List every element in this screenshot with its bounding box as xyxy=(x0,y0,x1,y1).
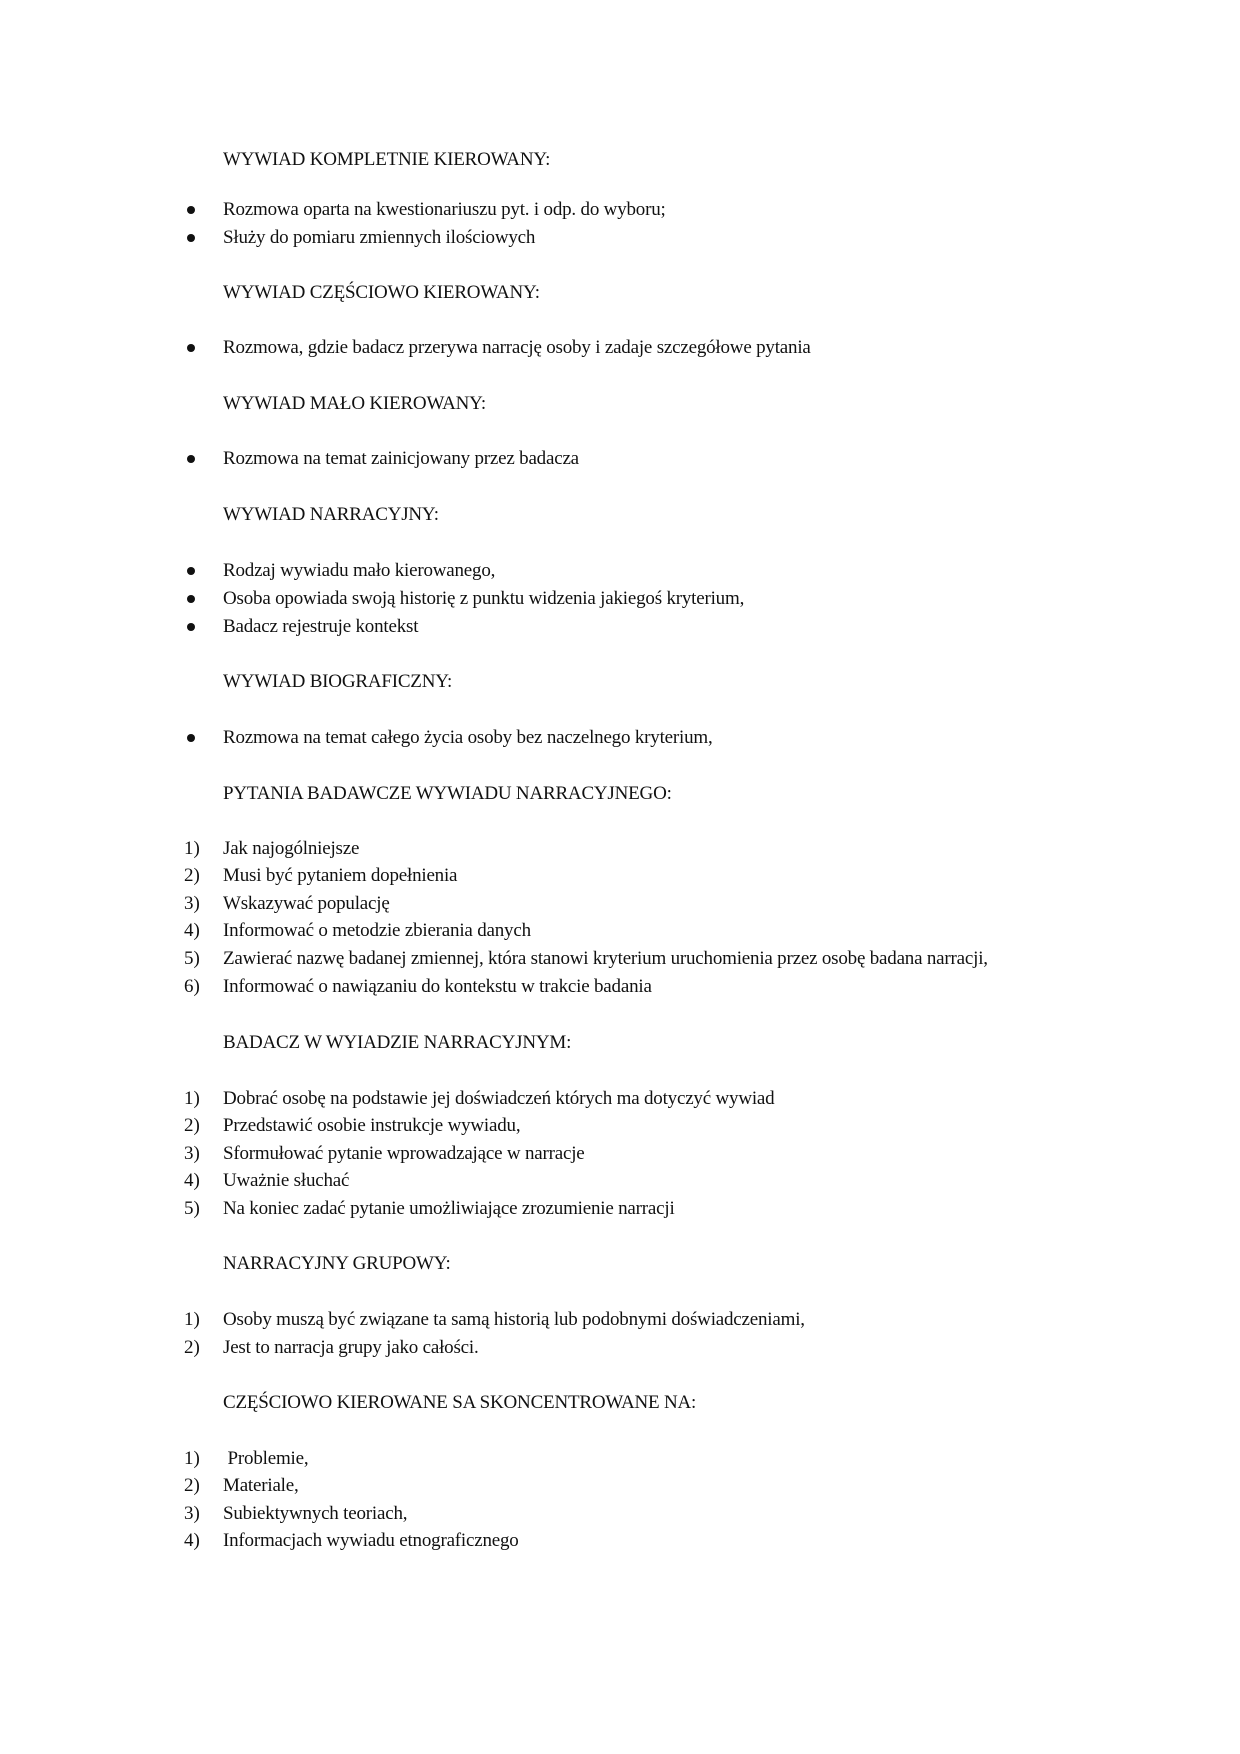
section-heading: WYWIAD BIOGRAFICZNY: xyxy=(223,671,453,692)
list-item: Problemie, xyxy=(223,1448,309,1469)
list-number: 4) xyxy=(184,920,200,941)
section-heading: WYWIAD NARRACYJNY: xyxy=(223,504,439,525)
list-number: 2) xyxy=(184,1475,200,1496)
list-item: Służy do pomiaru zmiennych ilościowych xyxy=(223,227,536,248)
list-item: Informacjach wywiadu etnograficznego xyxy=(223,1530,519,1551)
section-heading: PYTANIA BADAWCZE WYWIADU NARRACYJNEGO: xyxy=(223,783,672,804)
list-item: Materiale, xyxy=(223,1475,299,1496)
list-item: Musi być pytaniem dopełnienia xyxy=(223,865,458,886)
section-heading: WYWIAD CZĘŚCIOWO KIEROWANY: xyxy=(223,282,540,303)
list-item: Dobrać osobę na podstawie jej doświadczeń których ma dotyczyć wywiad xyxy=(223,1088,775,1109)
section-heading: WYWIAD MAŁO KIEROWANY: xyxy=(223,393,486,414)
list-item: Zawierać nazwę badanej zmiennej, która stanowi kryterium uruchomienia przez osobę badana narracji, xyxy=(223,948,988,969)
list-item: Przedstawić osobie instrukcje wywiadu, xyxy=(223,1115,521,1136)
section-heading: BADACZ W WYIADZIE NARRACYJNYM: xyxy=(223,1032,572,1053)
bullet-icon xyxy=(187,234,195,242)
list-item: Subiektywnych teoriach, xyxy=(223,1503,408,1524)
list-item: Informować o nawiązaniu do kontekstu w trakcie badania xyxy=(223,976,652,997)
section-heading: CZĘŚCIOWO KIEROWANE SA SKONCENTROWANE NA: xyxy=(223,1392,697,1413)
list-number: 2) xyxy=(184,1115,200,1136)
list-item: Rozmowa oparta na kwestionariuszu pyt. i odp. do wyboru; xyxy=(223,199,666,220)
list-item: Jest to narracja grupy jako całości. xyxy=(223,1337,479,1358)
bullet-icon xyxy=(187,734,195,742)
bullet-icon xyxy=(187,455,195,463)
list-item: Rozmowa na temat zainicjowany przez badacza xyxy=(223,448,579,469)
list-number: 1) xyxy=(184,1448,200,1469)
list-item: Badacz rejestruje kontekst xyxy=(223,616,419,637)
bullet-icon xyxy=(187,623,195,631)
list-item: Rozmowa na temat całego życia osoby bez naczelnego kryterium, xyxy=(223,727,713,748)
list-item: Osoby muszą być związane ta samą historią lub podobnymi doświadczeniami, xyxy=(223,1309,805,1330)
bullet-icon xyxy=(187,206,195,214)
list-number: 5) xyxy=(184,1198,200,1219)
list-number: 1) xyxy=(184,1309,200,1330)
list-number: 2) xyxy=(184,1337,200,1358)
section-heading: WYWIAD KOMPLETNIE KIEROWANY: xyxy=(223,149,551,170)
list-item: Na koniec zadać pytanie umożliwiające zrozumienie narracji xyxy=(223,1198,675,1219)
list-number: 3) xyxy=(184,1143,200,1164)
section-heading: NARRACYJNY GRUPOWY: xyxy=(223,1253,451,1274)
list-item: Informować o metodzie zbierania danych xyxy=(223,920,531,941)
bullet-icon xyxy=(187,344,195,352)
list-number: 6) xyxy=(184,976,200,997)
list-item: Osoba opowiada swoją historię z punktu widzenia jakiegoś kryterium, xyxy=(223,588,745,609)
list-number: 3) xyxy=(184,1503,200,1524)
bullet-icon xyxy=(187,595,195,603)
list-number: 5) xyxy=(184,948,200,969)
list-item: Uważnie słuchać xyxy=(223,1170,350,1191)
list-item: Wskazywać populację xyxy=(223,893,390,914)
list-number: 4) xyxy=(184,1530,200,1551)
list-item: Jak najogólniejsze xyxy=(223,838,360,859)
list-item: Rozmowa, gdzie badacz przerywa narrację osoby i zadaje szczegółowe pytania xyxy=(223,337,811,358)
list-number: 3) xyxy=(184,893,200,914)
list-item: Rodzaj wywiadu mało kierowanego, xyxy=(223,560,496,581)
list-item: Sformułować pytanie wprowadzające w narracje xyxy=(223,1143,585,1164)
list-number: 2) xyxy=(184,865,200,886)
list-number: 1) xyxy=(184,838,200,859)
list-number: 1) xyxy=(184,1088,200,1109)
bullet-icon xyxy=(187,567,195,575)
list-number: 4) xyxy=(184,1170,200,1191)
